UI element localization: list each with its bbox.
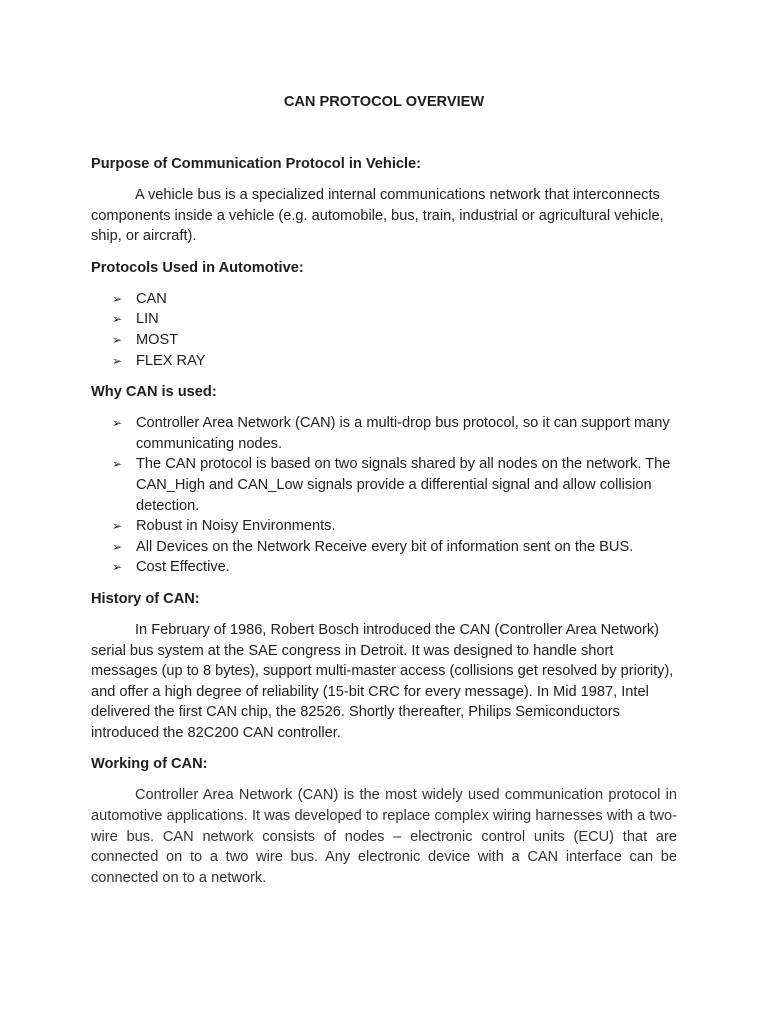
section-protocols — [91, 258, 677, 371]
list-item: ➢ FLEX RAY — [91, 351, 677, 372]
document-title: CAN PROTOCOL OVERVIEW — [283, 94, 485, 110]
list-item: ➢ CAN — [91, 289, 677, 310]
heading-working: Working of CAN: — [91, 756, 208, 773]
list-item: ➢ Controller Area Network (CAN) is a multi-drop bus protocol, so it can support many communicating nodes. — [112, 415, 670, 452]
arrow-bullet-icon: ➢ — [112, 332, 123, 347]
list-item: ➢ The CAN protocol is based on two signals shared by all nodes on the network. The CAN_High and CAN_Low signals provide a differential signal and allow collision detection. — [112, 456, 671, 514]
arrow-bullet-icon: ➢ — [112, 416, 123, 431]
section-why-can — [91, 382, 677, 578]
heading-purpose: Purpose of Communication Protocol in Vehicle: — [91, 156, 422, 172]
list-item: ➢ Cost Effective. — [91, 557, 677, 578]
list-item: ➢ MOST — [91, 330, 677, 351]
list-item: ➢ LIN — [91, 309, 677, 330]
arrow-bullet-icon: ➢ — [112, 519, 123, 534]
arrow-bullet-icon: ➢ — [112, 457, 123, 472]
arrow-bullet-icon: ➢ — [112, 312, 123, 327]
paragraph-working: Controller Area Network (CAN) is the most widely used communication protocol in automotive applications. It was developed to replace complex wiring harnesses with a two-wire bus. CAN network consists of nodes – electronic control units (ECU) that are connected on to a two wire bus. Any electronic device with a CAN interface can be connected on to a network. — [91, 787, 677, 886]
protocols-list — [91, 289, 677, 371]
section-purpose — [91, 154, 677, 247]
section-history — [91, 589, 677, 744]
list-item: ➢ Robust in Noisy Environments. — [91, 516, 677, 537]
list-item: ➢ All Devices on the Network Receive every bit of information sent on the BUS. — [91, 537, 677, 558]
paragraph-purpose: A vehicle bus is a specialized internal communications network that interconnects components inside a vehicle (e.g. automobile, bus, train, industrial or agricultural vehicle, ship, or aircraft). — [91, 187, 664, 245]
heading-protocols: Protocols Used in Automotive: — [91, 259, 304, 276]
arrow-bullet-icon: ➢ — [112, 539, 123, 554]
arrow-bullet-icon: ➢ — [112, 560, 123, 575]
heading-history: History of CAN: — [91, 590, 200, 607]
why-can-list — [91, 413, 677, 578]
heading-why-can: Why CAN is used: — [91, 384, 217, 401]
section-working — [91, 754, 677, 888]
paragraph-history: In February of 1986, Robert Bosch introduced the CAN (Controller Area Network) serial bus system at the SAE congress in Detroit. It was designed to handle short messages (up to 8 bytes), support multi-master access (collisions get resolved by priority), and offer a high degree of reliability (15-bit CRC for every message). In Mid 1987, Intel delivered the first CAN chip, the 82526. Shortly thereafter, Philips Semiconductors introduced the 82C200 CAN controller. — [91, 621, 674, 741]
arrow-bullet-icon: ➢ — [112, 291, 123, 306]
arrow-bullet-icon: ➢ — [112, 353, 123, 368]
